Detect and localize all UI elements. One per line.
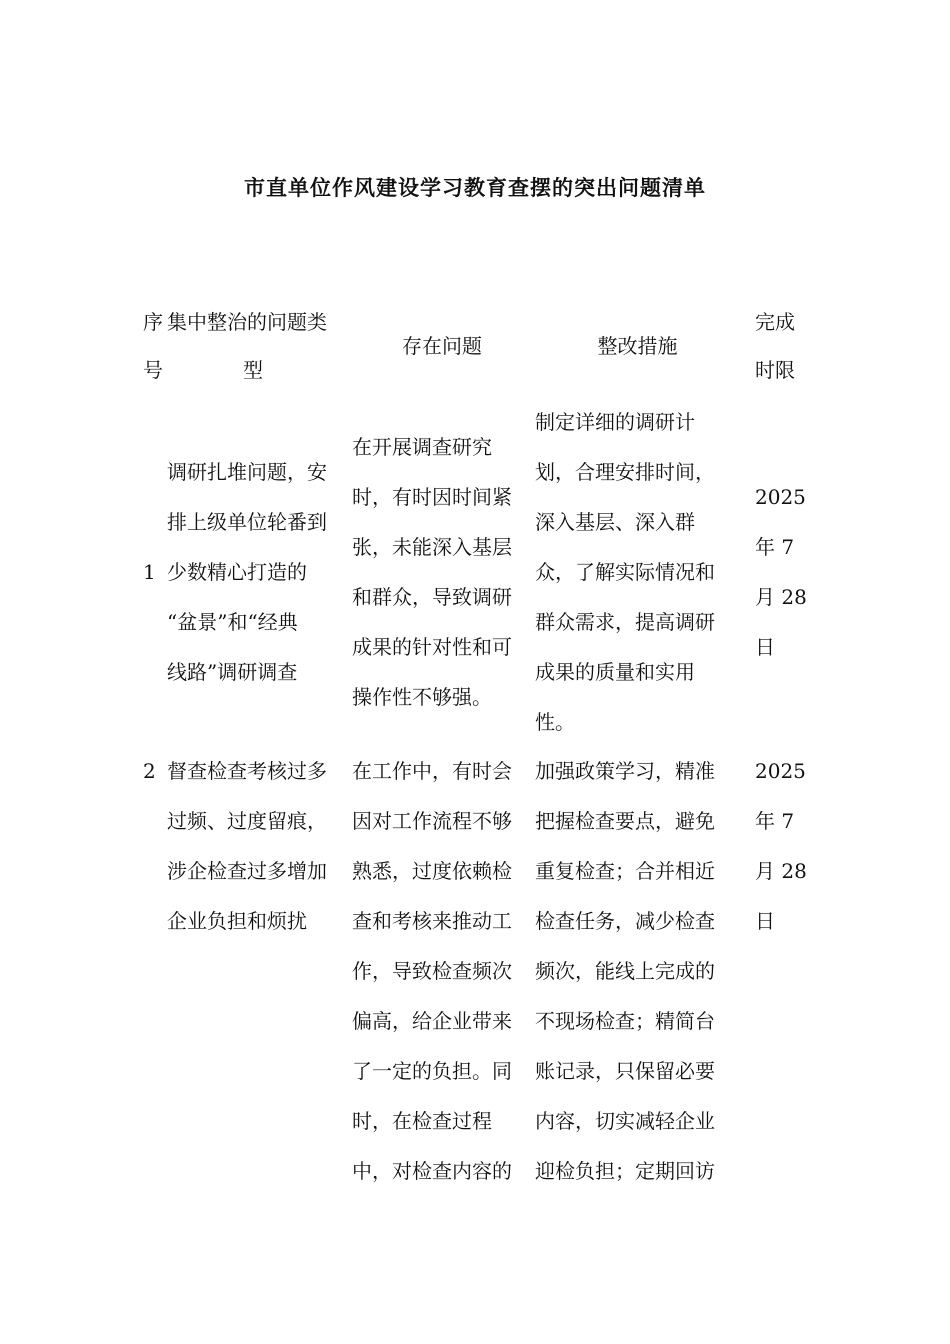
row-2-type-line: 企业负担和烦扰	[167, 909, 307, 933]
row-2-problem-line: 时，在检查过程	[352, 1109, 492, 1133]
row-1-measures-line: 众，了解实际情况和	[535, 560, 715, 584]
row-1-problem-line: 和群众，导致调研	[352, 585, 512, 609]
header-type-line: 集中整治的问题类	[167, 310, 327, 334]
row-1-measures-line: 成果的质量和实用	[535, 660, 695, 684]
row-1-type-line: “盆景”和“经典	[167, 610, 298, 634]
row-2-deadline-line: 年 7	[755, 809, 795, 833]
row-1-type-line: 排上级单位轮番到	[167, 510, 327, 534]
row-2-problem-line: 在工作中，有时会	[352, 759, 512, 783]
row-1-type-line: 少数精心打造的	[167, 560, 307, 584]
row-2-type-line: 过频、过度留痕，	[167, 809, 327, 833]
row-1-measures	[535, 397, 740, 747]
row-2-problem-line: 查和考核来推动工	[352, 909, 512, 933]
row-1-measures-line: 性。	[535, 710, 575, 734]
row-2-type-line: 督查检查考核过多	[167, 759, 327, 783]
row-1-measures-line: 深入基层、深入群	[535, 510, 695, 534]
row-2-seq: 2	[143, 759, 156, 783]
row-1-problem-line: 在开展调查研究	[352, 435, 492, 459]
header-seq-line: 号	[143, 358, 163, 382]
row-1-deadline	[755, 472, 835, 672]
row-2-problem-line: 作，导致检查频次	[352, 959, 512, 983]
row-2-measures-line: 账记录，只保留必要	[535, 1059, 715, 1083]
row-2-type	[167, 746, 349, 946]
row-2-measures-line: 内容，切实减轻企业	[535, 1109, 715, 1133]
row-2-deadline-line: 2025	[755, 759, 806, 783]
row-1-type	[167, 447, 349, 697]
header-deadline	[755, 298, 835, 394]
row-2-problem-line: 熟悉，过度依赖检	[352, 859, 512, 883]
page-title: 市直单位作风建设学习教育查摆的突出问题清单	[244, 176, 706, 200]
row-1-measures-line: 划，合理安排时间，	[535, 460, 715, 484]
header-deadline-line: 时限	[755, 358, 795, 382]
row-1-measures-line: 制定详细的调研计	[535, 410, 695, 434]
row-1-type-line: 线路”调研调查	[167, 660, 298, 684]
header-deadline-line: 完成	[755, 310, 795, 334]
row-2-measures-line: 把握检查要点，避免	[535, 809, 715, 833]
row-2-measures-line: 加强政策学习，精准	[535, 759, 715, 783]
row-2-deadline-line: 月 28	[755, 859, 807, 883]
row-1-deadline-line: 日	[755, 635, 775, 659]
row-1-type-line: 调研扎堆问题，安	[167, 460, 327, 484]
row-1-measures-line: 群众需求，提高调研	[535, 610, 715, 634]
row-2-problem-line: 了一定的负担。同	[352, 1059, 512, 1083]
row-2-deadline-line: 日	[755, 909, 775, 933]
header-seq	[143, 298, 165, 394]
row-1-problem	[352, 422, 532, 722]
row-1-deadline-line: 年 7	[755, 535, 795, 559]
row-2-measures-line: 频次，能线上完成的	[535, 959, 715, 983]
row-1-problem-line: 张，未能深入基层	[352, 535, 512, 559]
header-seq-line: 序	[143, 310, 163, 334]
header-measures: 整改措施	[597, 334, 678, 358]
row-2-type-line: 涉企检查过多增加	[167, 859, 327, 883]
row-2-problem-line: 中，对检查内容的	[352, 1159, 512, 1183]
header-problem: 存在问题	[402, 334, 482, 358]
row-1-deadline-line: 2025	[755, 485, 806, 509]
header-type	[167, 298, 349, 394]
row-2-measures	[535, 746, 740, 1196]
row-1-seq: 1	[143, 560, 156, 584]
row-1-problem-line: 成果的针对性和可	[352, 635, 512, 659]
row-1-deadline-line: 月 28	[755, 585, 807, 609]
header-type-line: 型	[243, 358, 263, 382]
row-2-measures-line: 迎检负担；定期回访	[535, 1159, 715, 1183]
row-2-measures-line: 检查任务，减少检查	[535, 909, 715, 933]
row-2-deadline	[755, 746, 835, 946]
row-2-problem-line: 因对工作流程不够	[352, 809, 512, 833]
row-1-problem-line: 时，有时因时间紧	[352, 485, 512, 509]
row-2-measures-line: 重复检查；合并相近	[535, 859, 715, 883]
row-2-problem	[352, 746, 532, 1196]
row-2-measures-line: 不现场检查；精简台	[535, 1009, 715, 1033]
row-1-problem-line: 操作性不够强。	[352, 685, 492, 709]
row-2-problem-line: 偏高，给企业带来	[352, 1009, 512, 1033]
